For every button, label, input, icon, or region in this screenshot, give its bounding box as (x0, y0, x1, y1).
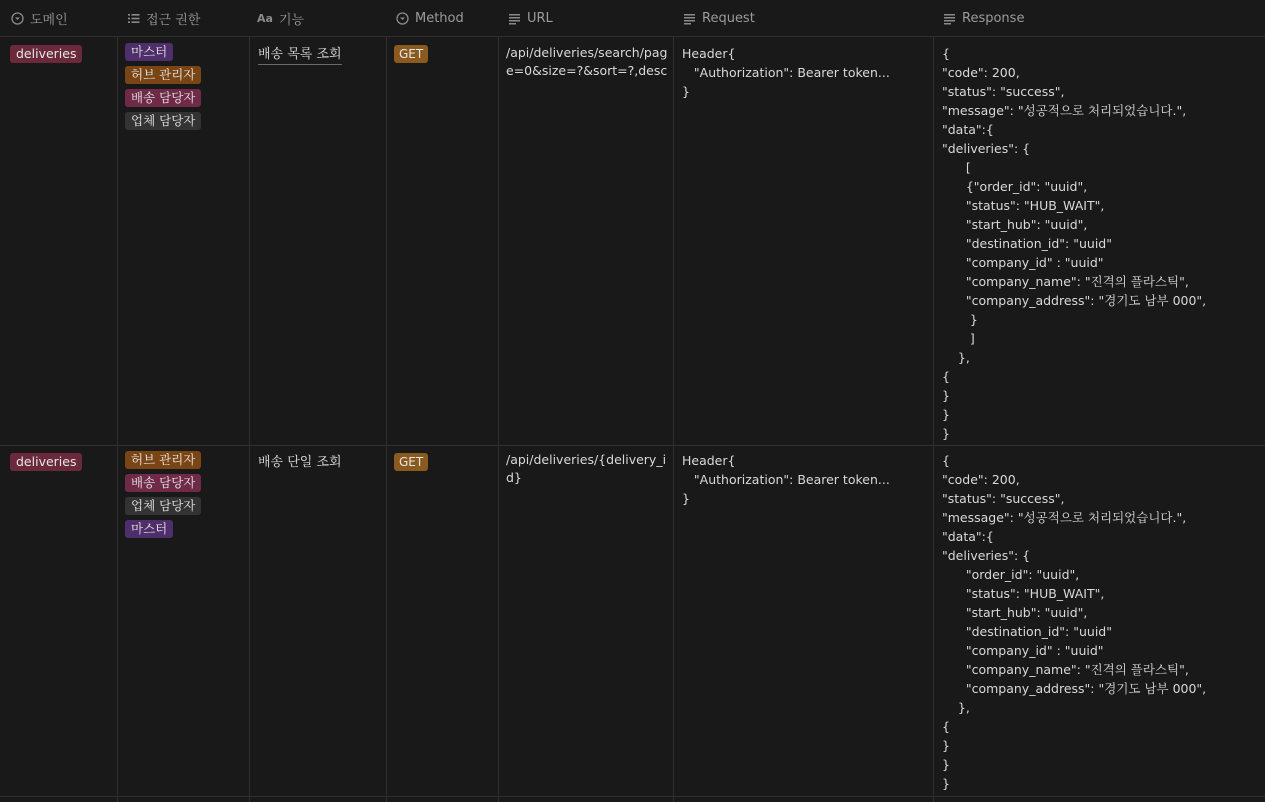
method-tag: GET (394, 453, 428, 471)
column-header-url[interactable] (507, 0, 553, 36)
access-tag: 업체 담당자 (125, 497, 201, 515)
text-icon (942, 11, 956, 25)
column-header-label: Response (962, 10, 1025, 26)
domain-tag: deliveries (10, 453, 82, 471)
access-cell[interactable] (125, 43, 201, 135)
access-tag: 업체 담당자 (125, 112, 201, 130)
url-cell[interactable]: /api/deliveries/{delivery_id} (506, 452, 667, 485)
access-tag: 배송 담당자 (125, 474, 201, 492)
access-tag: 허브 관리자 (125, 451, 201, 469)
access-tag: 허브 관리자 (125, 66, 201, 84)
table-header (0, 0, 1265, 37)
column-header-label: Request (702, 10, 755, 26)
access-tag: 배송 담당자 (125, 89, 201, 107)
method-cell[interactable] (394, 43, 428, 63)
request-cell[interactable]: Header{ "Authorization": Bearer token... } (682, 453, 890, 506)
access-tag: 마스터 (125, 43, 173, 61)
feature-cell[interactable] (258, 43, 342, 65)
response-cell[interactable]: { "code": 200, "status": "success", "message": "성공적으로 처리되었습니다.", "data":{ "deliveries": { [ {"order_id": "uuid", "status": "HUB_WAIT", "start_hub": "uuid", "destination_id": "uuid" "company_id" : "uuid" "company_name": "진격의 플라스틱", "company_address": "경기도 남부 000", } ] }, { } } } (942, 46, 1207, 441)
domain-cell[interactable] (10, 451, 82, 471)
column-header-label: Method (415, 10, 464, 26)
column-header-request[interactable] (682, 0, 755, 36)
column-header-access[interactable] (126, 0, 200, 36)
select-icon (395, 11, 409, 25)
response-cell[interactable]: { "code": 200, "status": "success", "message": "성공적으로 처리되었습니다.", "data":{ "deliveries": { "order_id": "uuid", "status": "HUB_WAIT", "start_hub": "uuid", "destination_id": "uuid" "company_id" : "uuid" "company_name": "진격의 플라스틱", "company_address": "경기도 남부 000", }, { } } } (942, 453, 1207, 791)
access-cell[interactable] (125, 451, 201, 543)
column-header-label: 도메인 (30, 12, 68, 28)
method-cell[interactable] (394, 451, 428, 471)
request-cell[interactable]: Header{ "Authorization": Bearer token... } (682, 46, 890, 99)
url-cell[interactable]: /api/deliveries/search/page=0&size=?&sort=?,desc (506, 45, 668, 78)
column-header-label: 기능 (278, 12, 305, 28)
multi-select-icon (126, 11, 140, 25)
method-tag: GET (394, 45, 428, 63)
column-header-label: 접근 권한 (146, 12, 201, 28)
feature-title-link[interactable]: 배송 단일 조회 (258, 455, 342, 470)
column-header-feature[interactable] (257, 0, 304, 36)
feature-cell[interactable] (258, 451, 342, 472)
column-header-domain[interactable] (10, 0, 68, 36)
access-tag: 마스터 (125, 520, 173, 538)
feature-title-link[interactable]: 배송 목록 조회 (258, 46, 342, 65)
column-header-method[interactable] (395, 0, 464, 36)
column-header-label: URL (527, 10, 553, 26)
title-icon: Aa (257, 11, 273, 25)
text-icon (507, 11, 521, 25)
text-icon (682, 11, 696, 25)
table-row[interactable] (0, 446, 1265, 796)
select-icon (10, 11, 24, 25)
table-row[interactable] (0, 36, 1265, 445)
row-divider (0, 796, 1265, 797)
domain-cell[interactable] (10, 43, 82, 63)
column-header-response[interactable] (942, 0, 1024, 36)
domain-tag: deliveries (10, 45, 82, 63)
